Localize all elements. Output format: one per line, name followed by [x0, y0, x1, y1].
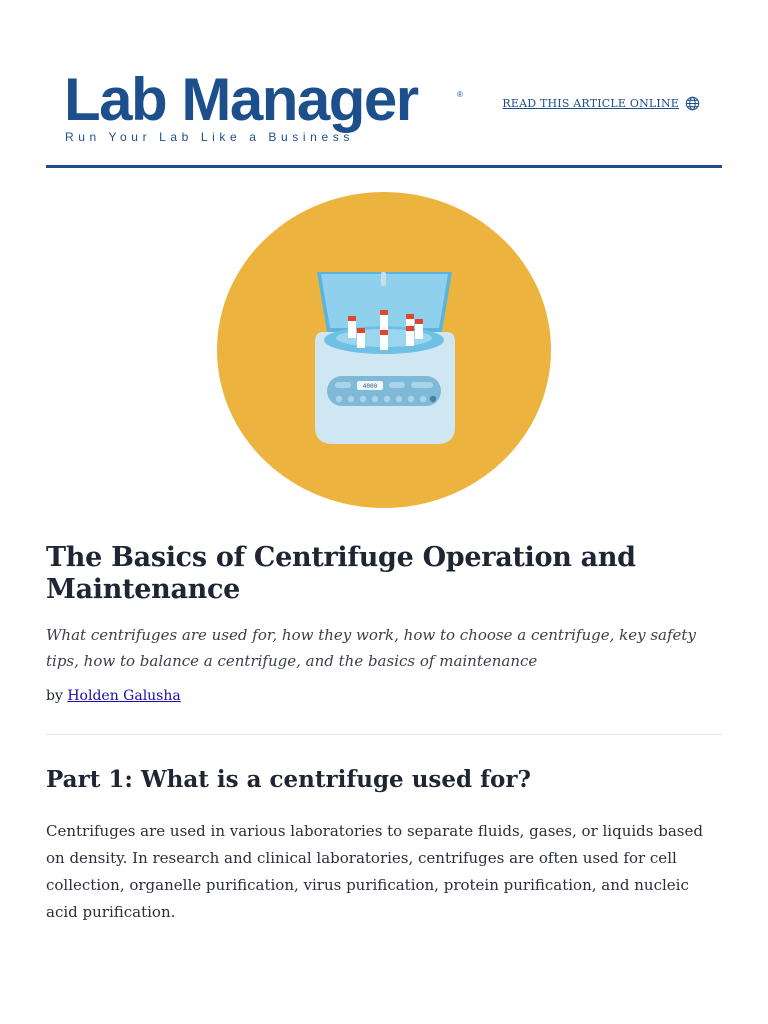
- logo-tagline: Run Your Lab Like a Business: [65, 130, 354, 144]
- globe-icon[interactable]: [685, 96, 700, 111]
- header: [46, 60, 722, 160]
- byline: [46, 686, 181, 706]
- section-body: Centrifuges are used in various laboratories to separate fluids, gases, or liquids based on density. In research and clinical laboratories, centrifuges are often used for cell collection, organelle purification, virus purification, protein purification, and nucleic acid purification.: [46, 822, 703, 921]
- article-subtitle: What centrifuges are used for, how they work, how to choose a centrifuge, key safety tips, how to balance a centrifuge, and the basics of maintenance: [46, 626, 696, 670]
- centrifuge-illustration: [217, 192, 551, 508]
- article-title: The Basics of Centrifuge Operation and Maintenance: [46, 542, 636, 605]
- read-online-link-group: [502, 96, 700, 111]
- header-divider: [46, 165, 722, 168]
- byline-prefix: by: [46, 688, 63, 704]
- email-page: [46, 0, 722, 1024]
- logo-registered-mark: ®: [457, 90, 463, 99]
- author-link[interactable]: Holden Galusha: [67, 688, 181, 704]
- read-article-online-link[interactable]: READ THIS ARTICLE ONLINE: [502, 97, 679, 110]
- section-divider: [46, 734, 722, 735]
- centrifuge-display-readout: 4000: [362, 383, 378, 390]
- logo-title: Lab Manager: [64, 66, 418, 133]
- lab-manager-logo[interactable]: [64, 68, 474, 148]
- section-heading: Part 1: What is a centrifuge used for?: [46, 766, 531, 793]
